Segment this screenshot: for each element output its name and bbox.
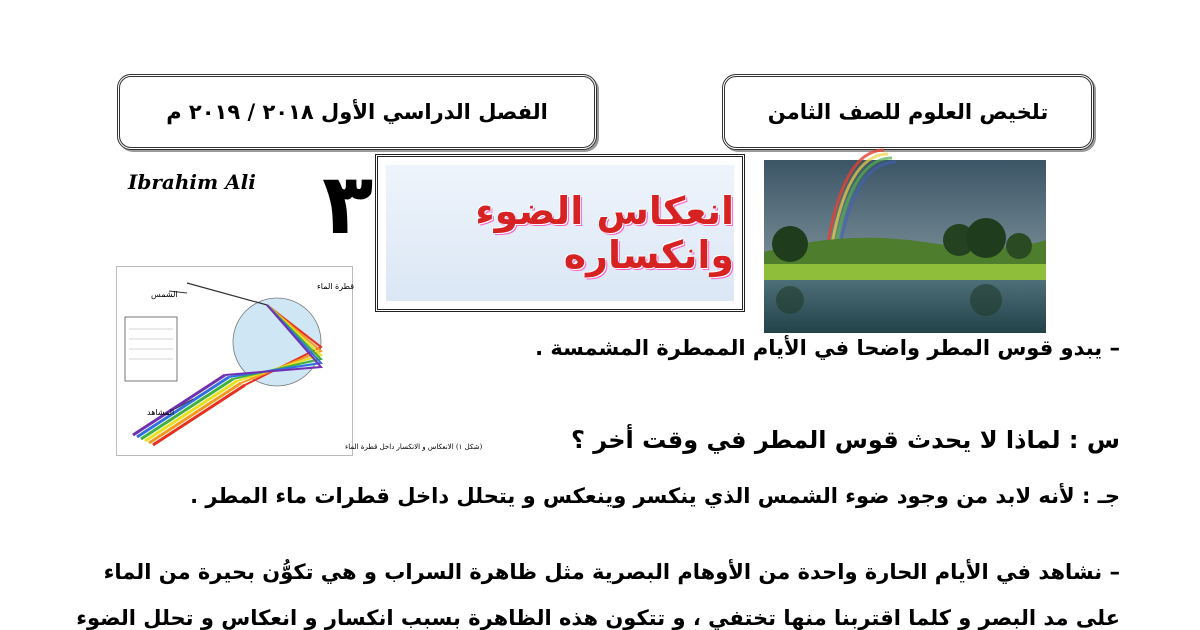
answer-line: جـ : لأنه لابد من وجود ضوء الشمس الذي ينكسر وينعكس و يتحلل داخل قطرات ماء المطر . [190,484,1120,508]
raindrop-diagram-svg [117,267,483,455]
question-line: س : لماذا لا يحدث قوس المطر في وقت أخر ؟ [570,426,1120,454]
course-title: تلخيص العلوم للصف الثامن [767,100,1049,124]
paragraph-mirage-2: على مد البصر و كلما اقتربنا منها تختفي ، و تتكون هذه الظاهرة بسبب انكسار و انعكاس و تحلل الضوء [76,606,1120,630]
diagram-label-drop: قطرة الماء [317,282,355,291]
paragraph-rainbow: – يبدو قوس المطر واضحا في الأيام الممطرة المشمسة . [535,336,1120,360]
term-label: الفصل الدراسي الأول ٢٠١٨ / ٢٠١٩ م [166,100,548,124]
diagram-caption: (شكل ١) الانعكاس و الانكسار داخل قطرة الماء [345,443,483,451]
author-name: Ibrahim Ali [128,170,256,194]
diagram-label-observer: المشاهد [147,408,175,417]
lesson-title: انعكاس الضوء وانكساره [475,189,734,277]
term-box [117,74,597,150]
lesson-number: ٣ [322,155,374,253]
diagram-label-sun: الشمس [151,290,178,299]
paragraph-mirage-1: – نشاهد في الأيام الحارة واحدة من الأوهام البصرية مثل ظاهرة السراب و هي تكوُّن بحيرة من الماء [103,560,1120,584]
lesson-title-background [386,165,734,301]
course-title-box [722,74,1094,150]
lesson-title-banner [375,154,745,312]
rainbow-landscape-image [764,160,1046,333]
refraction-diagram [116,266,483,456]
rainbow-landscape-svg [764,160,1046,333]
